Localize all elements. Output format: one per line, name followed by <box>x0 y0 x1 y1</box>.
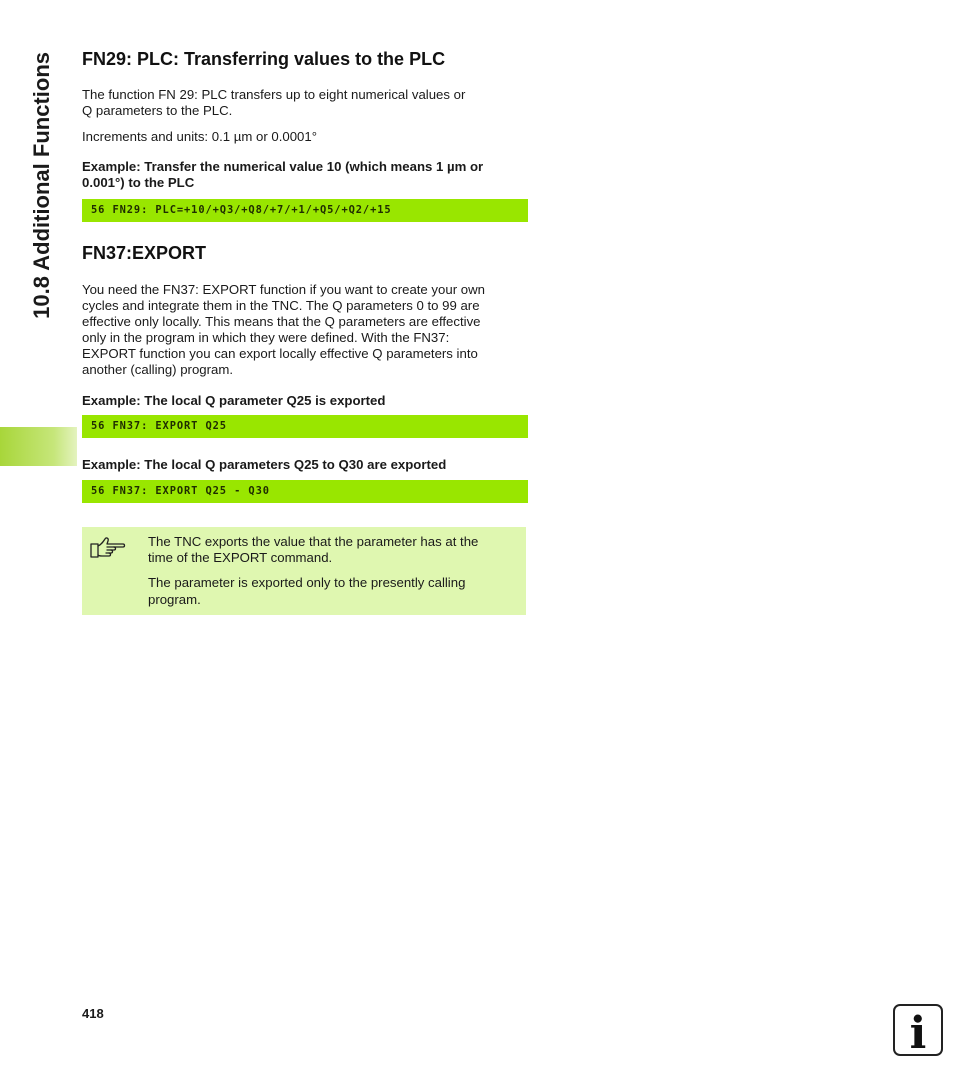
fn37-example-caption: Example: The local Q parameter Q25 is exported <box>82 393 386 408</box>
fn29-paragraph-line: Q parameters to the PLC. <box>82 103 233 118</box>
fn29-example-caption: 0.001°) to the PLC <box>82 175 195 190</box>
note-text-line: The TNC exports the value that the parameter has at the <box>148 534 479 549</box>
fn37-paragraph-line: You need the FN37: EXPORT function if you want to create your own <box>82 282 485 297</box>
page-number: 418 <box>82 1006 104 1021</box>
fn37-example-caption: Example: The local Q parameters Q25 to Q30 are exported <box>82 457 447 472</box>
fn37-paragraph-line: cycles and integrate them in the TNC. The Q parameters 0 to 99 are <box>82 298 480 313</box>
side-chapter-title <box>20 50 64 445</box>
info-icon[interactable] <box>893 1004 943 1056</box>
fn29-paragraph-line: The function FN 29: PLC transfers up to eight numerical values or <box>82 87 466 102</box>
fn29-units-text: Increments and units: 0.1 µm or 0.0001° <box>82 129 317 144</box>
fn37-paragraph-line: effective only locally. This means that the Q parameters are effective <box>82 314 481 329</box>
section-heading-fn37: FN37:EXPORT <box>82 243 207 263</box>
fn37-paragraph-line: another (calling) program. <box>82 362 233 377</box>
fn37-code-block-q25: 56 FN37: EXPORT Q25 <box>82 415 528 438</box>
pointing-hand-icon <box>90 535 126 566</box>
fn37-paragraph-line: only in the program in which they were defined. With the FN37: <box>82 330 450 345</box>
note-box <box>82 527 526 615</box>
note-text-line: The parameter is exported only to the presently calling <box>148 575 466 590</box>
fn29-example-caption: Example: Transfer the numerical value 10 (which means 1 µm or <box>82 159 484 174</box>
chapter-tab-marker <box>0 427 77 466</box>
side-chapter-title-text: 10.8 Additional Functions <box>29 52 54 319</box>
fn37-code-block-q25-q30: 56 FN37: EXPORT Q25 - Q30 <box>82 480 528 503</box>
note-text-line: program. <box>148 592 201 607</box>
fn29-code-block: 56 FN29: PLC=+10/+Q3/+Q8/+7/+1/+Q5/+Q2/+15 <box>82 199 528 222</box>
fn37-paragraph-line: EXPORT function you can export locally effective Q parameters into <box>82 346 478 361</box>
section-heading-fn29: FN29: PLC: Transferring values to the PLC <box>82 49 446 69</box>
note-text-line: time of the EXPORT command. <box>148 550 333 565</box>
info-icon-label: i <box>909 1008 927 1056</box>
